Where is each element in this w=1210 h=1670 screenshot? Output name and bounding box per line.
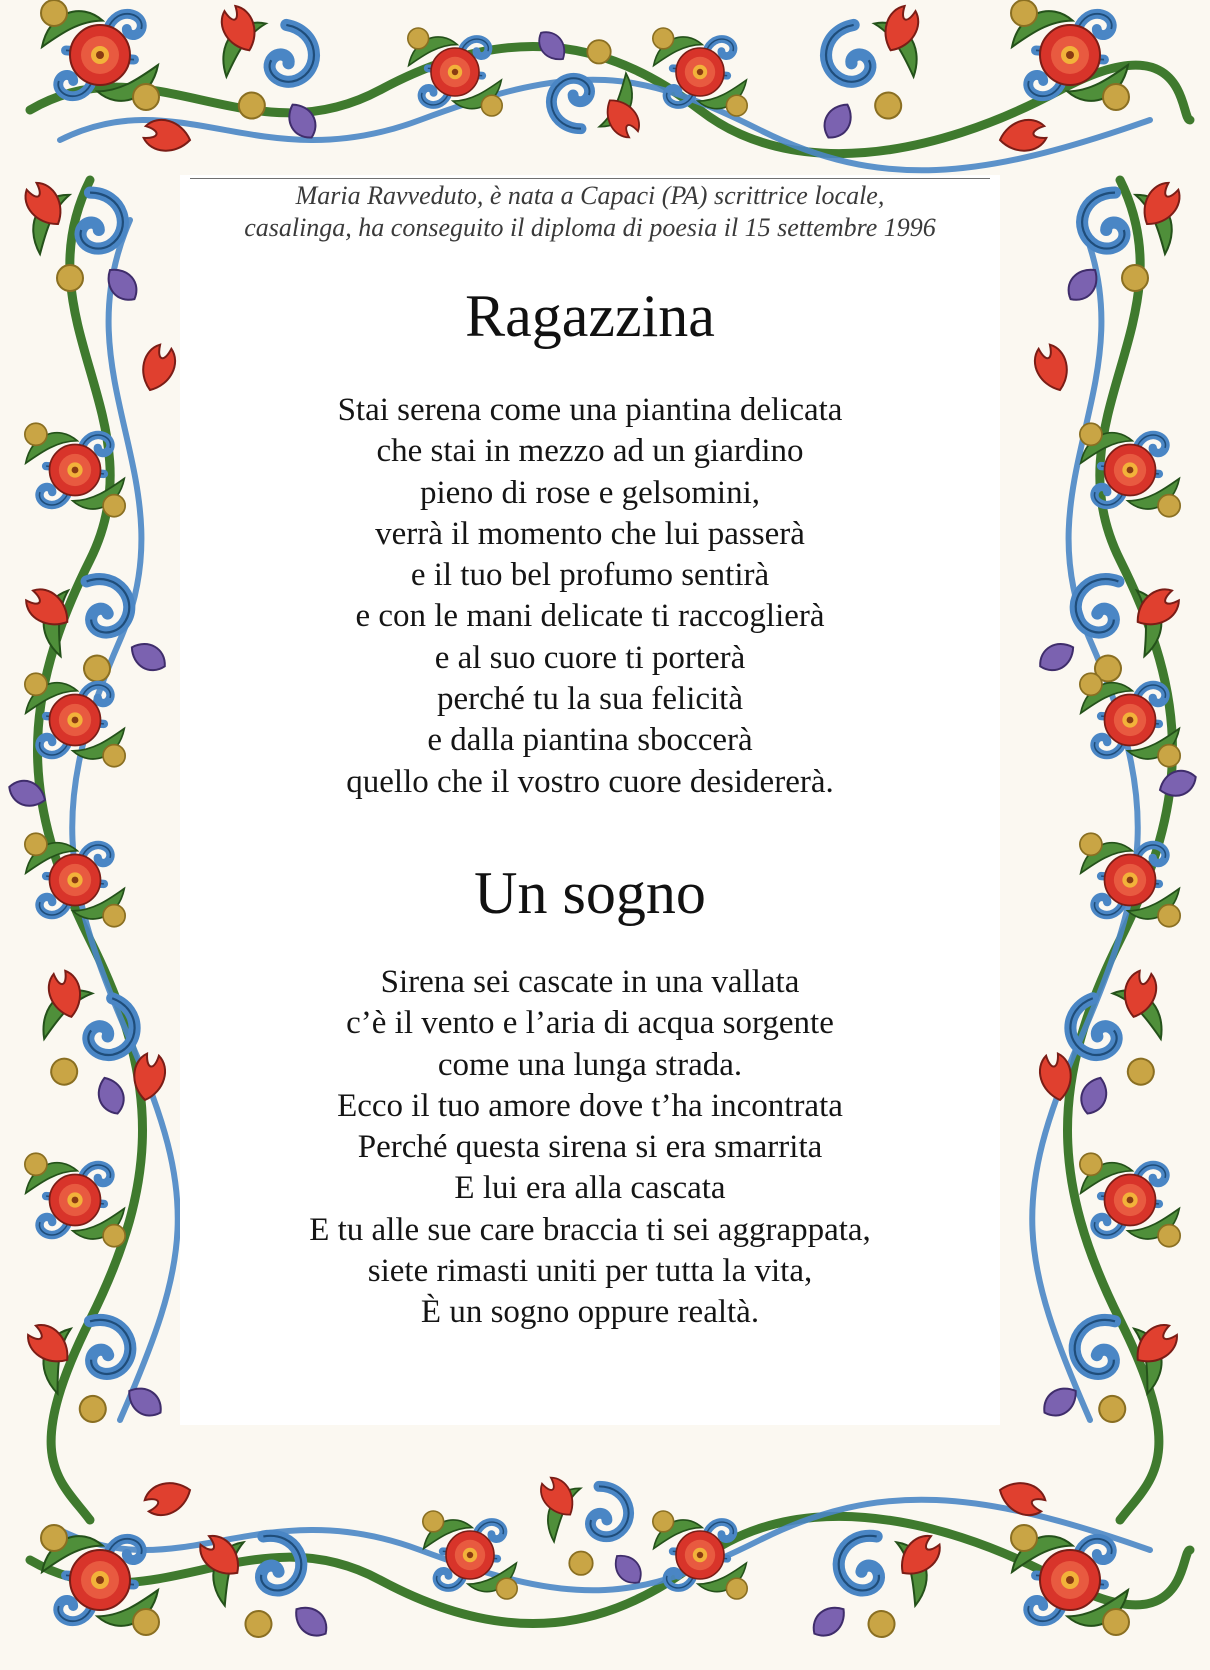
verse-line: c’è il vento e l’aria di acqua sorgente	[346, 1005, 834, 1042]
poem-body-ragazzina	[180, 390, 1000, 803]
verse-line: quello che il vostro cuore desidererà.	[346, 763, 834, 800]
verse-line: perché tu la sua felicità	[436, 681, 743, 718]
verse-line: È un sogno oppure realtà.	[420, 1294, 760, 1331]
verse-line: E lui era alla cascata	[454, 1170, 726, 1207]
verse-line: verrà il momento che lui passerà	[375, 515, 805, 552]
author-note-line: Maria Ravveduto, è nata a Capaci (PA) scrittrice locale,	[295, 181, 885, 210]
verse-line: Sirena sei cascate in una vallata	[380, 964, 800, 1000]
poem-title-un-sogno: Un sogno	[474, 860, 706, 926]
verse-line: e con le mani delicate ti raccoglierà	[355, 598, 825, 635]
verse-line: come una lunga strada.	[437, 1046, 743, 1083]
verse-line: Stai serena come una piantina delicata	[337, 392, 843, 428]
verse-line: E tu alle sue care braccia ti sei aggrappata,	[309, 1211, 871, 1248]
author-note	[180, 180, 1000, 244]
poem-title-ragazzina: Ragazzina	[465, 283, 715, 349]
verse-line: e dalla piantina sboccerà	[427, 722, 753, 759]
verse-line: Perché questa sirena si era smarrita	[357, 1129, 823, 1166]
panel-top-rule	[190, 178, 990, 179]
poem-body-un-sogno	[180, 962, 1000, 1334]
verse-line: pieno di rose e gelsomini,	[419, 474, 761, 511]
author-note-line: casalinga, ha conseguito il diploma di poesia il 15 settembre 1996	[244, 213, 936, 242]
verse-line: che stai in mezzo ad un giardino	[376, 433, 804, 470]
verse-line: e il tuo bel profumo sentirà	[410, 557, 770, 594]
verse-line: Ecco il tuo amore dove t’ha incontrata	[337, 1087, 843, 1124]
verse-line: siete rimasti uniti per tutta la vita,	[367, 1253, 813, 1290]
verse-line: e al suo cuore ti porterà	[434, 639, 746, 676]
